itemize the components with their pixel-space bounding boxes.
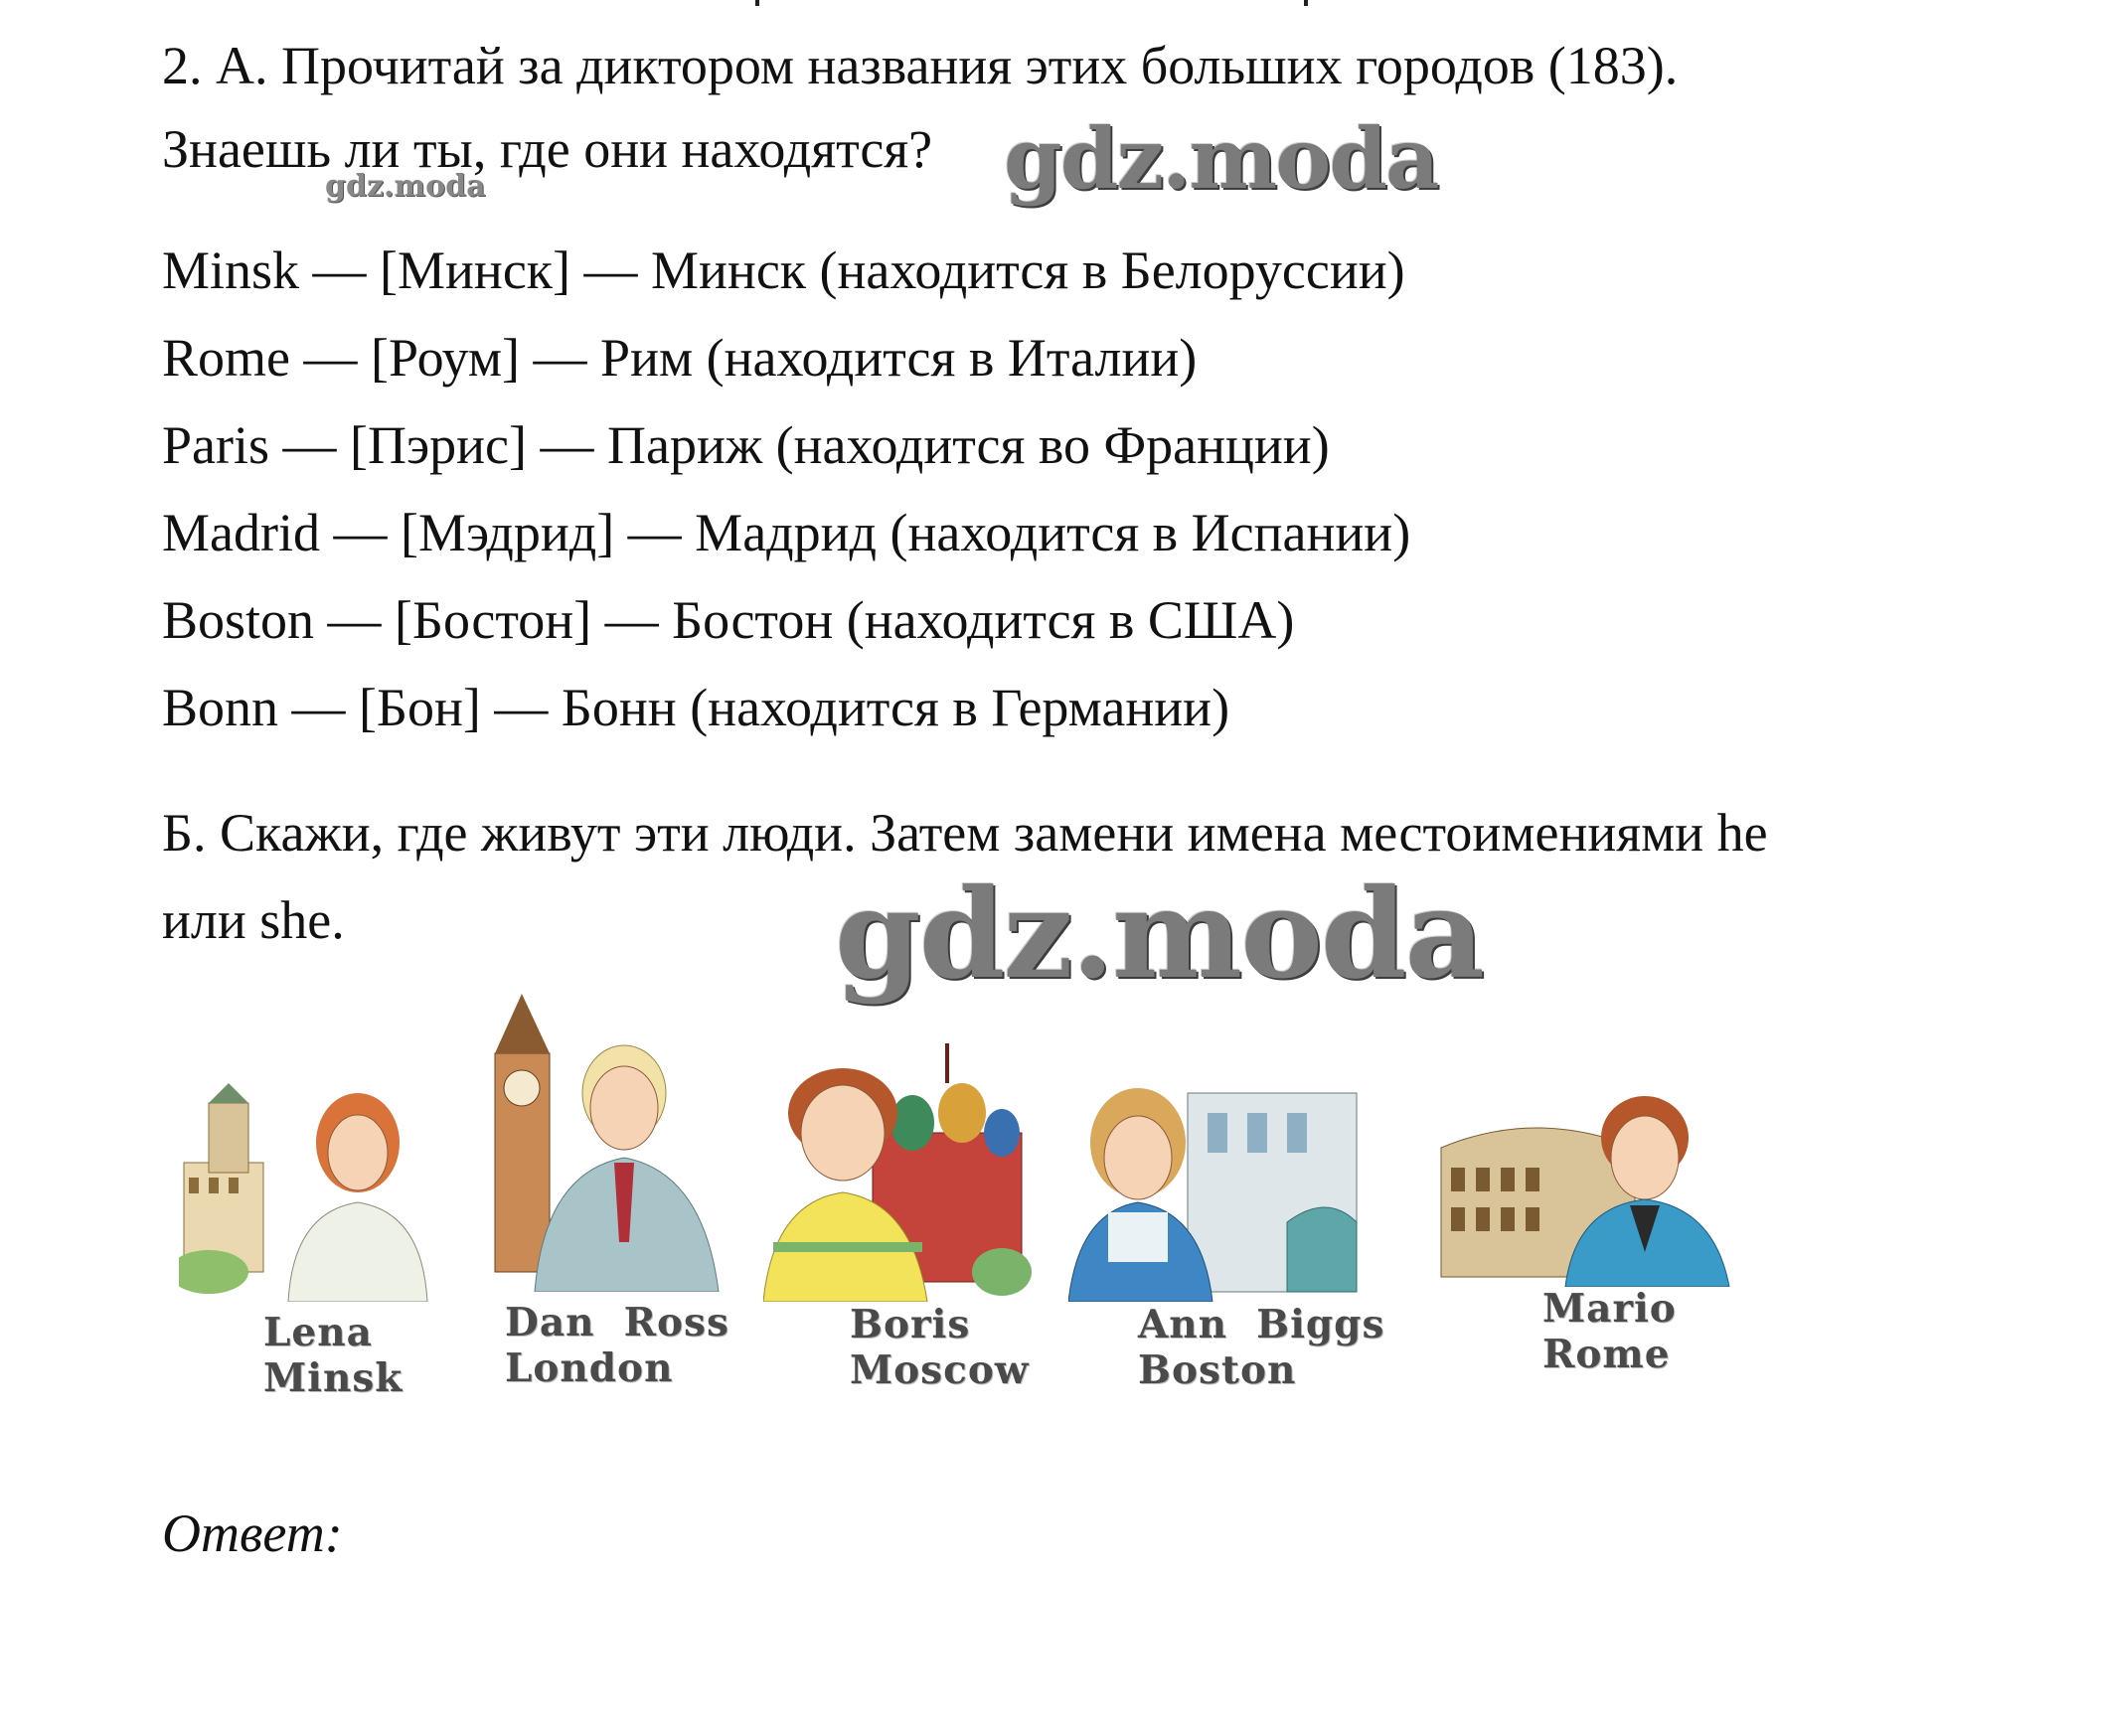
ann-biggs-boston-illustration xyxy=(1068,1073,1367,1302)
caption-boris xyxy=(850,1302,1029,1393)
caption-ann-biggs xyxy=(1138,1302,1384,1393)
dan-ross-london-illustration xyxy=(475,994,724,1292)
boris-moscow-illustration xyxy=(763,1043,1032,1302)
city-line-madrid: Madrid — [Мэдрид] — Мадрид (находится в Испании) xyxy=(162,503,1411,562)
person-name: Boris xyxy=(850,1302,971,1347)
person-city: Boston xyxy=(1138,1347,1297,1393)
person-name: Mario xyxy=(1542,1286,1677,1332)
caption-dan-ross xyxy=(505,1300,729,1391)
heading-a-line1: 2. А. Прочитай за диктором названия этих больших городов (183). xyxy=(162,36,1679,95)
caption-lena xyxy=(263,1310,403,1401)
person-city: Rome xyxy=(1542,1332,1671,1377)
city-line-paris: Paris — [Пэрис] — Париж (находится во Франции) xyxy=(162,415,1330,475)
answer-label: Ответ: xyxy=(162,1503,343,1563)
city-line-bonn: Bonn — [Бон] — Бонн (находится в Германии) xyxy=(162,678,1230,737)
heading-b-line1: Б. Скажи, где живут эти люди. Затем замени имена местоимениями he xyxy=(162,803,1768,863)
city-line-boston: Boston — [Бостон] — Бостон (находится в США) xyxy=(162,590,1295,650)
caption-mario xyxy=(1542,1286,1677,1377)
person-city: Minsk xyxy=(263,1355,404,1401)
lena-minsk-illustration xyxy=(179,1083,437,1302)
top-cut-line xyxy=(716,0,1312,6)
watermark-small: gdz.moda xyxy=(325,169,486,204)
person-city: Moscow xyxy=(850,1347,1030,1393)
watermark-1: gdz.moda xyxy=(1004,109,1438,208)
mario-rome-illustration xyxy=(1436,1088,1734,1287)
person-name: Lena xyxy=(263,1310,373,1355)
city-line-rome: Rome — [Роум] — Рим (находится в Италии) xyxy=(162,328,1198,388)
person-city: London xyxy=(505,1345,674,1391)
person-name: Dan Ross xyxy=(505,1300,729,1345)
heading-a-line2: Знаешь ли ты, где они находятся? xyxy=(162,119,933,179)
heading-b-line2: или she. xyxy=(162,890,345,950)
city-line-minsk: Minsk — [Минск] — Минск (находится в Белоруссии) xyxy=(162,240,1405,300)
person-name: Ann Biggs xyxy=(1138,1302,1385,1347)
watermark-2: gdz.moda xyxy=(835,863,1483,1007)
